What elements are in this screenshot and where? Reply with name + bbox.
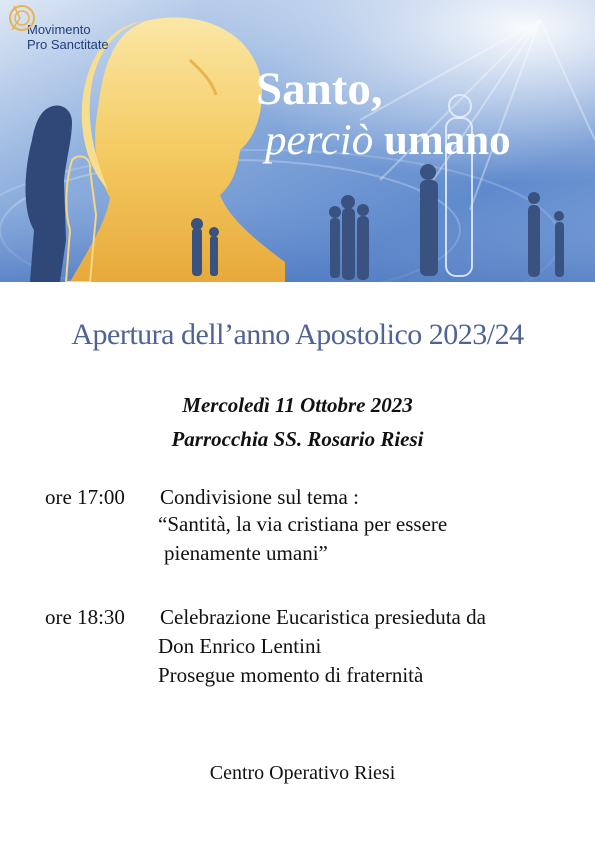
title-line2 [265,116,511,166]
program-item-1-line3: pienamente umani” [164,541,328,565]
program-item-2-line2: Don Enrico Lentini [158,634,322,658]
footer-organizer: Centro Operativo Riesi [209,762,396,784]
logo-line1: Movimento [27,22,91,37]
program-item-1-line1: Condivisione sul tema : [160,485,359,509]
program-time-2: ore 18:30 [45,605,125,629]
title-bold: umano [384,117,511,164]
title-line1: Santo, [256,63,383,115]
event-place: Parrocchia SS. Rosario Riesi [171,427,424,451]
logo-line2: Pro Sanctitate [27,37,109,52]
event-date: Mercoledì 11 Ottobre 2023 [182,393,413,417]
logo [27,22,109,52]
title-italic: perciò [265,117,374,164]
program-time-1: ore 17:00 [45,485,125,509]
page-heading: Apertura dell’anno Apostolico 2023/24 [71,318,524,351]
banner [0,0,595,282]
program-item-2-line3: Prosegue momento di fraternità [158,663,424,687]
program-item-1-line2: “Santità, la via cristiana per essere [158,512,448,536]
logo-mark-icon [0,0,38,36]
program-item-2-line1: Celebrazione Eucaristica presieduta da [160,605,486,629]
